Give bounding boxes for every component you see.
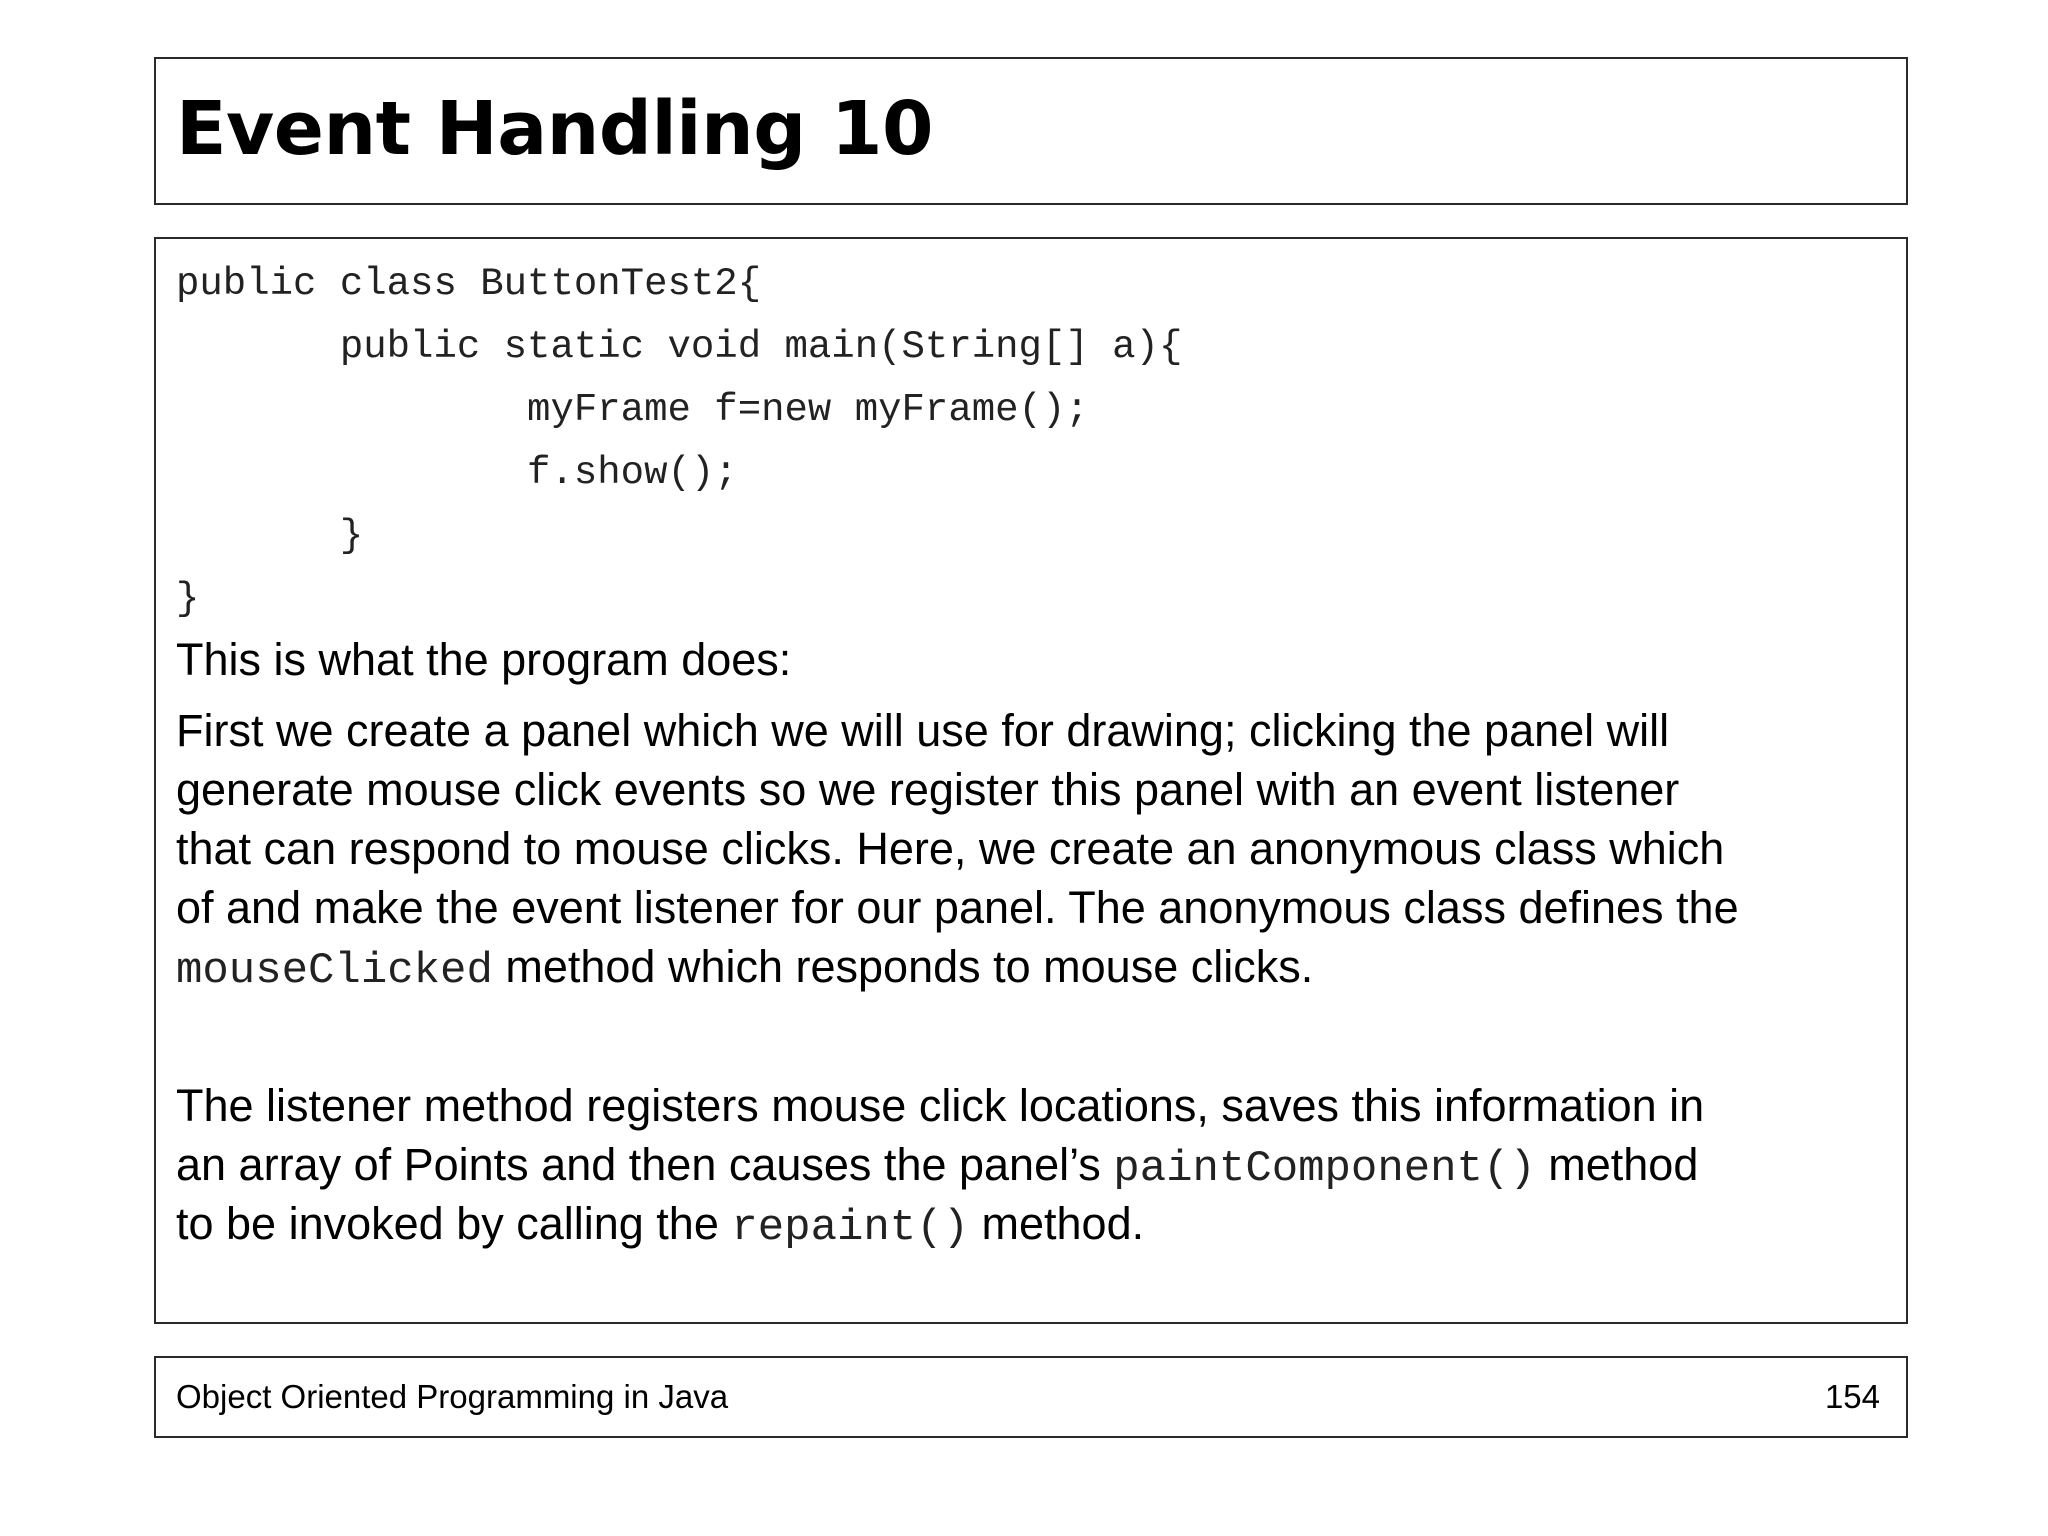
- code-line: }: [176, 577, 200, 621]
- inline-code-repaint: repaint(): [731, 1203, 969, 1253]
- paragraph-2-text: method.: [969, 1198, 1145, 1249]
- slide-title: Event Handling 10: [176, 86, 933, 172]
- paragraph-1: [176, 701, 1739, 996]
- inline-code-mouseclicked: mouseClicked: [176, 946, 493, 996]
- footer-box: [154, 1356, 1908, 1438]
- paragraph-2-text: to be invoked by calling the: [176, 1198, 732, 1249]
- paragraph-1-text: method which responds to mouse clicks.: [492, 941, 1314, 992]
- content-box: [154, 237, 1908, 1324]
- footer-course-title: Object Oriented Programming in Java: [176, 1378, 729, 1415]
- code-line: f.show();: [176, 451, 738, 495]
- code-line: myFrame f=new myFrame();: [176, 388, 1089, 432]
- intro-text: This is what the program does:: [176, 634, 792, 685]
- paragraph-1-line: First we create a panel which we will use for drawing; clicking the panel will: [176, 705, 1670, 756]
- page-number: 154: [1824, 1378, 1880, 1415]
- paragraph-1-line: of and make the event listener for our panel. The anonymous class defines the: [176, 882, 1739, 933]
- code-line: }: [176, 514, 364, 558]
- paragraph-1-line: that can respond to mouse clicks. Here, we create an anonymous class which: [176, 823, 1725, 874]
- paragraph-2-line: [176, 1135, 1704, 1194]
- paragraph-2-line: The listener method registers mouse click locations, saves this information in: [176, 1080, 1705, 1131]
- code-line: public static void main(String[] a){: [176, 325, 1183, 369]
- paragraph-2-line: [176, 1194, 1704, 1253]
- paragraph-2: [176, 1076, 1704, 1253]
- paragraph-1-line: generate mouse click events so we register this panel with an event listener: [176, 764, 1680, 815]
- paragraph-2-text: method: [1535, 1139, 1699, 1190]
- inline-code-paintcomponent: paintComponent(): [1113, 1144, 1536, 1194]
- code-line: public class ButtonTest2{: [176, 262, 762, 306]
- paragraph-2-text: an array of Points and then causes the panel’s: [176, 1139, 1114, 1190]
- title-box: [154, 57, 1908, 205]
- paragraph-1-line: [176, 937, 1739, 996]
